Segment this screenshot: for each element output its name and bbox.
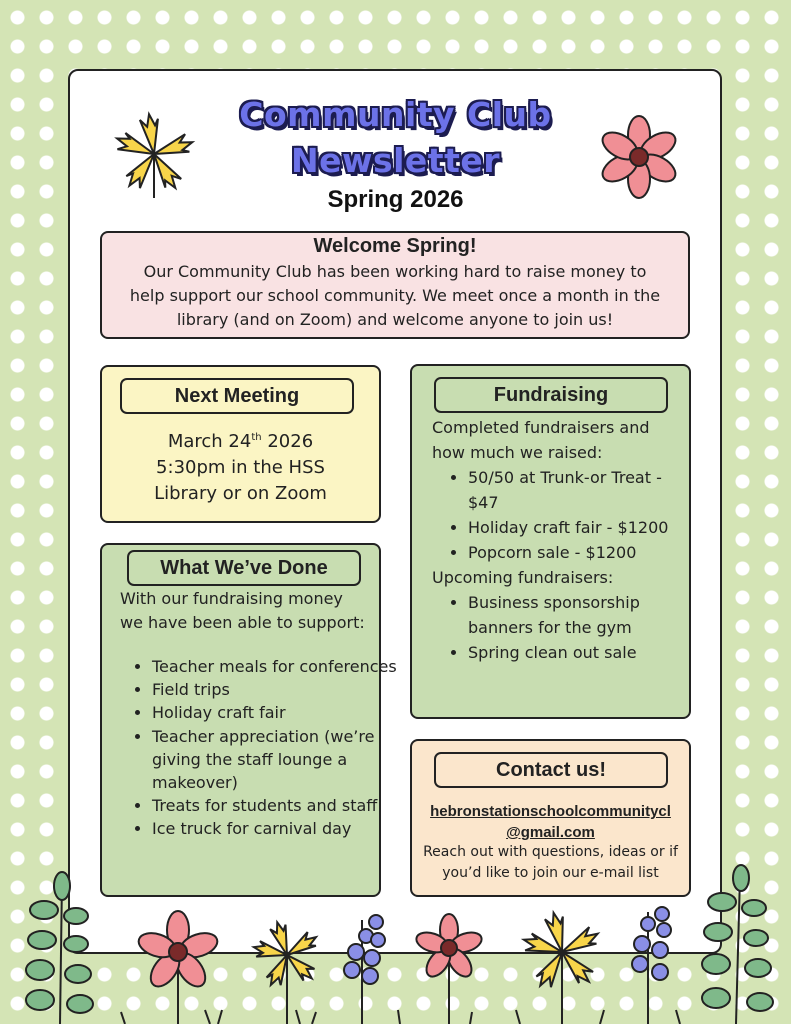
list-item: • Spring clean out sale xyxy=(468,640,682,665)
fundraising-content xyxy=(432,415,682,665)
meeting-location: Library or on Zoom xyxy=(154,483,327,504)
fundraising-box xyxy=(410,364,691,719)
upcoming-label: Upcoming fundraisers: xyxy=(432,568,614,587)
green-vine-icon xyxy=(702,865,773,1024)
meeting-time-place: 5:30pm in the HSS xyxy=(156,457,325,478)
list-item: • Field trips xyxy=(152,678,402,701)
what-weve-done-heading: What We’ve Done xyxy=(127,550,361,586)
list-item: • Business sponsorship banners for the gym xyxy=(468,590,682,640)
next-meeting-box xyxy=(100,365,381,523)
season-subtitle: Spring 2026 xyxy=(327,186,464,213)
yellow-flower-icon xyxy=(252,920,320,1024)
completed-list xyxy=(432,465,682,565)
welcome-heading: Welcome Spring! xyxy=(313,235,477,257)
welcome-text: Our Community Club has been working hard to raise money to help support our school community. We meet once a month in the library (and on Zoom) and welcome anyone to join us! xyxy=(129,262,661,329)
newsletter-title-line1: Community Club xyxy=(239,95,552,134)
done-list xyxy=(112,655,402,841)
contact-text: Reach out with questions, ideas or if you’d like to join our e-mail list xyxy=(423,844,678,881)
done-intro: With our fundraising money we have been able to support: xyxy=(120,589,365,632)
pink-flower-icon xyxy=(414,914,484,1024)
list-item: • Ice truck for carnival day xyxy=(152,817,402,840)
contact-heading: Contact us! xyxy=(434,752,668,788)
next-meeting-heading: Next Meeting xyxy=(120,378,354,414)
yellow-flower-icon xyxy=(521,911,601,1024)
list-item: • Holiday craft fair - $1200 xyxy=(468,515,682,540)
list-item: • Teacher appreciation (we’re giving the staff lounge a makeover) xyxy=(152,725,402,795)
completed-label: Completed fundraisers and how much we raised: xyxy=(432,418,650,462)
list-item: • Holiday craft fair xyxy=(152,701,402,724)
purple-lupine-icon xyxy=(344,915,385,1024)
newsletter-title-line2: Newsletter xyxy=(290,141,501,180)
pink-flower-icon xyxy=(136,911,221,1024)
list-item: • Teacher meals for conferences xyxy=(152,655,402,678)
list-item: • 50/50 at Trunk-or Treat - $47 xyxy=(468,465,682,515)
welcome-box xyxy=(100,231,690,339)
fundraising-heading: Fundraising xyxy=(434,377,668,413)
list-item: • Popcorn sale - $1200 xyxy=(468,540,682,565)
list-item: • Treats for students and staff xyxy=(152,794,402,817)
garden-border xyxy=(0,860,791,1024)
what-weve-done-box xyxy=(100,543,397,897)
green-vine-icon xyxy=(26,872,93,1024)
meeting-date: March 24th 2026 xyxy=(167,431,314,452)
meeting-details xyxy=(102,425,379,507)
purple-lupine-icon xyxy=(632,907,671,1024)
upcoming-list xyxy=(432,590,682,665)
contact-email-link[interactable]: hebronstationschoolcommunitycl @gmail.com xyxy=(430,803,671,841)
